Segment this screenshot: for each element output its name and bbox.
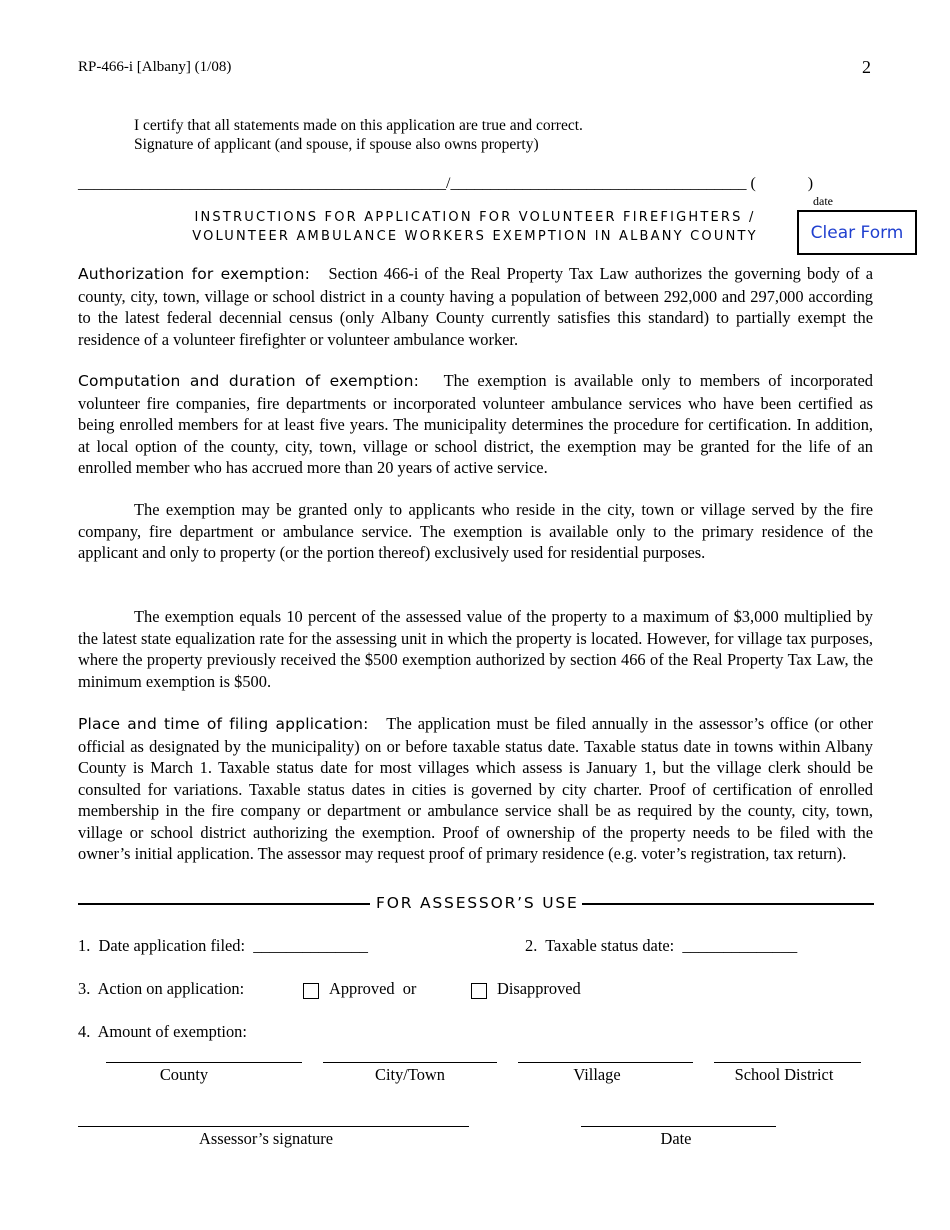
authorization-heading: Authorization for exemption: <box>78 265 311 283</box>
computation-heading: Computation and duration of exemption: <box>78 372 420 390</box>
authorization-paragraph <box>78 263 873 350</box>
school-district-caption: School District <box>734 1065 834 1084</box>
city-town-amount-line[interactable] <box>323 1062 497 1063</box>
computation-paragraph <box>78 370 873 479</box>
certification-statement: I certify that all statements made on this application are true and correct. <box>134 117 583 134</box>
amount-label: 4. Amount of exemption: <box>78 1022 247 1041</box>
assessor-rule-left <box>78 903 370 905</box>
city-town-caption: City/Town <box>375 1065 445 1084</box>
approved-label: Approved or <box>329 979 417 998</box>
assessor-rule-right <box>582 903 874 905</box>
approved-checkbox[interactable] <box>303 983 319 999</box>
assessor-section-title: FOR ASSESSOR’S USE <box>376 894 579 912</box>
signature-instructions: Signature of applicant (and spouse, if spouse also owns property) <box>134 136 539 153</box>
action-label: 3. Action on application: <box>78 979 245 998</box>
taxable-status-date-field[interactable]: 2. Taxable status date: ______________ <box>525 936 798 955</box>
disapproved-label: Disapproved <box>497 979 581 998</box>
county-caption: County <box>159 1065 209 1084</box>
authorization-text: Section 466-i of the Real Property Tax Law authorizes the governing body of a county, city, town, village or school district in a county having a population of between 292,000 and 297,000 according to the latest federal decennial census (only Albany County currently satisfies this standard) to partially exempt the residence of a volunteer firefighter or volunteer ambulance worker. <box>78 264 873 349</box>
assessor-signature-caption: Assessor’s signature <box>199 1129 333 1148</box>
applicant-signature-line[interactable]: ______________________________________________/_____________________________________ ( ) <box>78 175 814 192</box>
filing-heading: Place and time of filing application: <box>78 715 369 733</box>
date-filed-field[interactable]: 1. Date application filed: ______________ <box>78 936 368 955</box>
instructions-title-line1: INSTRUCTIONS FOR APPLICATION FOR VOLUNTEER FIREFIGHTERS / <box>194 210 756 225</box>
filing-paragraph <box>78 713 873 865</box>
disapproved-checkbox[interactable] <box>471 983 487 999</box>
computation-text: The exemption is available only to members of incorporated volunteer fire companies, fire departments or incorporated volunteer ambulance services who have been certified as being enrolled members for at least five years. The municipality determines the procedure for certification. In addition, at local option of the county, city, town, village or school district, the exemption may be granted for the life of an enrolled member who has accrued more than 20 years of active service. <box>78 371 873 477</box>
amount-paragraph: The exemption equals 10 percent of the assessed value of the property to a maximum of $3,000 multiplied by the latest state equalization rate for the assessing unit in which the property is located. However, for village tax purposes, where the property previously received the $500 exemption authorized by section 466 of the Real Property Tax Law, the minimum exemption is $500. <box>78 607 873 691</box>
residence-paragraph: The exemption may be granted only to applicants who reside in the city, town or village served by the fire company, fire department or ambulance service. The exemption is available only to the primary residence of the applicant and only to property (or the portion thereof) exclusively used for residential purposes. <box>78 500 873 562</box>
page-number: 2 <box>862 57 871 77</box>
village-caption: Village <box>573 1065 621 1084</box>
instructions-title-line2: VOLUNTEER AMBULANCE WORKERS EXEMPTION IN ALBANY COUNTY <box>192 229 758 244</box>
assessor-date-line[interactable] <box>581 1126 776 1127</box>
county-amount-line[interactable] <box>106 1062 302 1063</box>
date-label: date <box>813 194 833 208</box>
form-id: RP-466-i [Albany] (1/08) <box>78 59 232 75</box>
clear-form-button[interactable]: Clear Form <box>797 210 917 255</box>
school-district-amount-line[interactable] <box>714 1062 861 1063</box>
filing-text: The application must be filed annually in the assessor’s office (or other official as designated by the municipality) on or before taxable status date. Taxable status date in towns within Albany County is March 1. Taxable status date for most villages which assess is January 1, but the village clerk should be consulted for variations. Taxable status dates in cities is governed by city charter. Proof of certification of enrolled membership in the fire company or department or ambulance service shall be as required by the county, city, town, village or school district authorizing the exemption. Proof of ownership of the property needs to be filed with the owner’s initial application. The assessor may request proof of primary residence (e.g. voter’s registration, tax return). <box>78 714 873 863</box>
assessor-date-caption: Date <box>660 1129 692 1148</box>
village-amount-line[interactable] <box>518 1062 693 1063</box>
assessor-signature-line[interactable] <box>78 1126 469 1127</box>
